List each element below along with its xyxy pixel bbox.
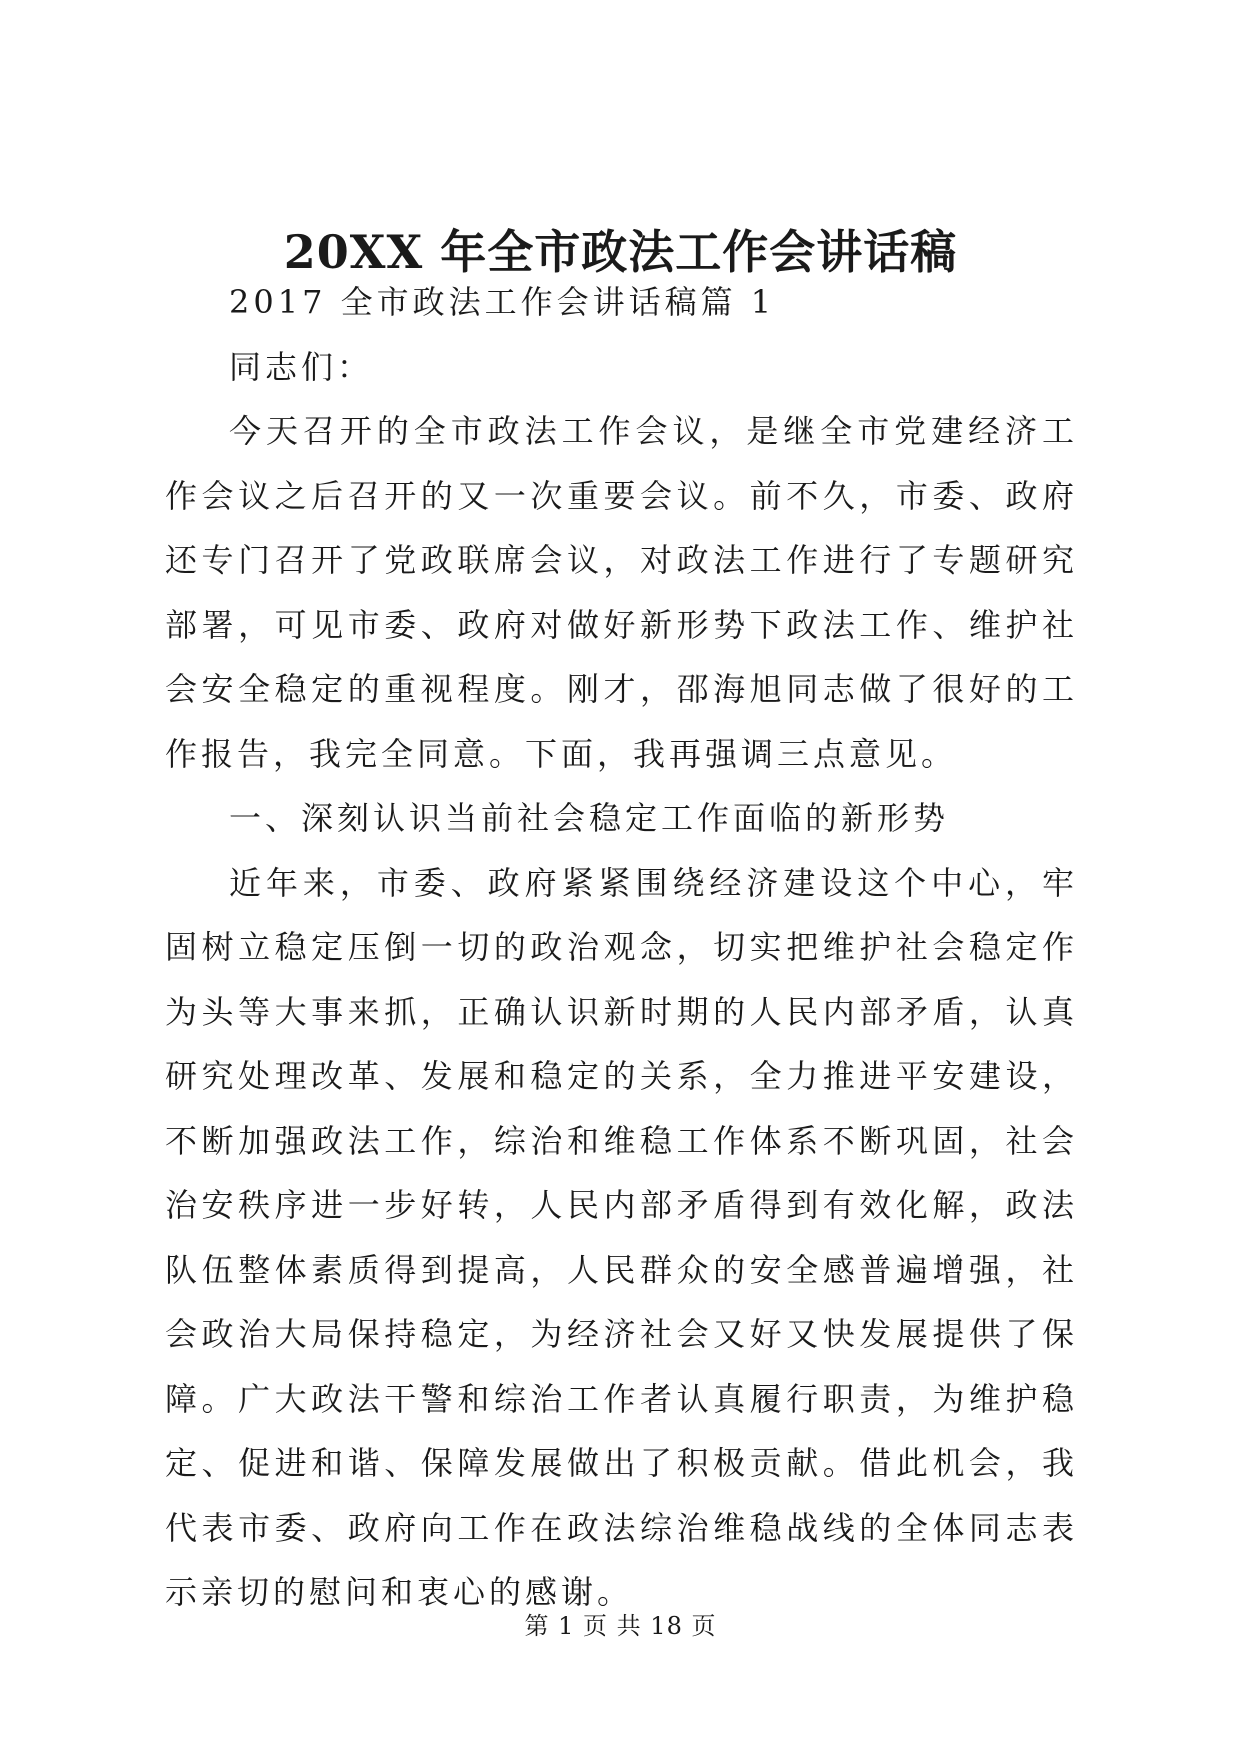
section-heading: 一、深刻认识当前社会稳定工作面临的新形势 [229,799,950,837]
document-body [165,270,1078,1625]
section-heading: 2017 全市政法工作会讲话稿篇 1 [229,283,776,321]
page-footer: 第 1 页 共 18 页 [524,1612,717,1640]
document-title: 20XX 年全市政法工作会讲话稿 [283,225,958,279]
paragraph: 近年来，市委、政府紧紧围绕经济建设这个中心，牢固树立稳定压倒一切的政治观念，切实把维护社会稳定作为头等大事来抓，正确认识新时期的人民内部矛盾，认真研究处理改革、发展和稳定的关系，全力推进平安建设，不断加强政法工作，综治和维稳工作体系不断巩固，社会治安秩序进一步好转，人民内部矛盾得到有效化解，政法队伍整体素质得到提高，人民群众的安全感普遍增强，社会政治大局保持稳定，为经济社会又好又快发展提供了保障。广大政法干警和综治工作者认真履行职责，为维护稳定、促进和谐、保障发展做出了积极贡献。借此机会，我代表市委、政府向工作在政法综治维稳战线的全体同志表示亲切的慰问和衷心的感谢。 [165,863,1078,1611]
paragraph: 今天召开的全市政法工作会议，是继全市党建经济工作会议之后召开的又一次重要会议。前不久，市委、政府还专门召开了党政联席会议，对政法工作进行了专题研究部署，可见市委、政府对做好新形势下政法工作、维护社会安全稳定的重视程度。刚才，邵海旭同志做了很好的工作报告，我完全同意。下面，我再强调三点意见。 [165,412,1078,773]
salutation: 同志们： [229,347,374,386]
